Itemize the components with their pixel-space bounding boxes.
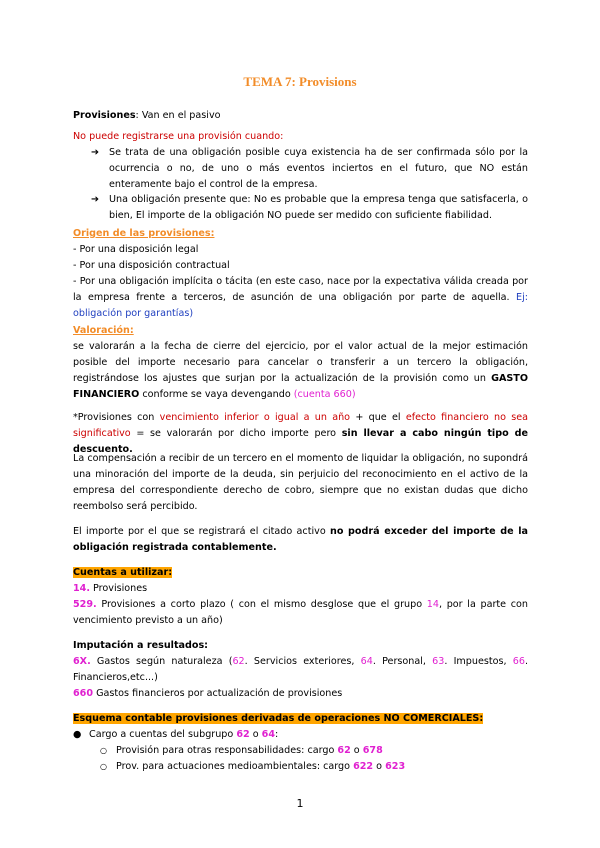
provisiones-label: Provisiones bbox=[73, 110, 136, 121]
importe-paragraph bbox=[73, 524, 528, 556]
esquema-bullet-text: Cargo a cuentas del subgrupo bbox=[89, 729, 237, 740]
page-title: TEMA 7: Provisions bbox=[243, 74, 357, 89]
valoracion-paragraph bbox=[73, 339, 528, 403]
esquema-sub-1-o: o bbox=[350, 745, 363, 756]
esquema-sub-1 bbox=[100, 743, 383, 759]
origen-line-2: - Por una disposición contractual bbox=[73, 260, 230, 271]
imputacion-660-line bbox=[73, 686, 528, 702]
provisiones-text: : Van en el pasivo bbox=[135, 110, 221, 121]
esquema-sub-1-b: 678 bbox=[362, 745, 383, 756]
imputacion-text-2: . Servicios exteriores, bbox=[244, 656, 361, 667]
cuenta-529-text-2: , por la parte con vencimiento previsto a un año) bbox=[73, 599, 528, 626]
cuenta-529-group: 14 bbox=[426, 599, 439, 610]
cuenta-14-text: Provisiones bbox=[90, 583, 148, 594]
esquema-colon: : bbox=[275, 729, 279, 740]
no-puede-bullet-2 bbox=[91, 192, 528, 224]
esquema-64: 64 bbox=[261, 729, 276, 740]
origen-line-3-text: - Por una obligación implícita o tácita (en este caso, nace por la expectativa válida creada por la empresa frente a terceros, de asunción de una obligación por parte de aquella. bbox=[73, 276, 528, 303]
imputacion-text-3: . Personal, bbox=[372, 656, 433, 667]
esquema-62: 62 bbox=[236, 729, 250, 740]
nota-p2: + que el bbox=[350, 412, 406, 423]
imputacion-6x-line bbox=[73, 654, 528, 686]
valoracion-text-1: se valorarán a la fecha de cierre del ejercicio, por el valor actual de la mejor estimación posible del importe necesario para cancelar o transferir a un tercero la obligación, registrándose los ajustes que surjan por la actualización de la provisión como un bbox=[73, 341, 528, 384]
esquema-sub-2-a: 622 bbox=[353, 761, 374, 772]
esquema-sub-1-text: Provisión para otras responsabilidades: cargo bbox=[116, 745, 338, 756]
imputacion-heading: Imputación a resultados: bbox=[73, 640, 209, 651]
esquema-heading bbox=[73, 711, 483, 727]
esquema-heading-text: Esquema contable provisiones derivadas de operaciones NO COMERCIALES: bbox=[73, 713, 484, 724]
compensacion-paragraph: La compensación a recibir de un tercero en el momento de liquidar la obligación, no supondrá una minoración del importe de la deuda, sin perjuicio del reconocimiento en el activo de la empresa del correspondiente derecho de cobro, siempre que no existan dudas que dicho reembolso será percibido. bbox=[73, 453, 528, 512]
cuenta-63: 63 bbox=[432, 656, 445, 667]
bullet-1-text: Se trata de una obligación posible cuya existencia ha de ser confirmada sólo por la ocurrencia o no, de uno o más eventos inciertos en el futuro, que NO están enteramente bajo el control de la empresa. bbox=[109, 147, 528, 190]
bullet-2-text: Una obligación presente que: No es probable que la empresa tenga que satisfacerla, o bien, El importe de la obligación NO puede ser medido con suficiente fiabilidad. bbox=[109, 194, 528, 221]
provisiones-line bbox=[73, 108, 528, 124]
nota-p1: *Provisiones con bbox=[73, 412, 160, 423]
nota-red-2: efecto financiero no sea significativo bbox=[73, 412, 528, 439]
valoracion-heading: Valoración: bbox=[73, 325, 134, 336]
importe-bold: no podrá exceder del importe de la obligación registrada contablemente. bbox=[73, 526, 529, 553]
esquema-bullet bbox=[73, 727, 278, 743]
esquema-sub-2-o: o bbox=[373, 761, 386, 772]
no-puede-bullet-1 bbox=[91, 145, 528, 193]
cuenta-660: (cuenta 660) bbox=[293, 389, 356, 400]
cuenta-6x: 6X. bbox=[73, 656, 91, 667]
cuenta-64: 64 bbox=[360, 656, 373, 667]
cuentas-heading bbox=[73, 565, 172, 581]
esquema-sub-2-text: Prov. para actuaciones medioambientales: cargo bbox=[116, 761, 354, 772]
gasto-financiero: GASTO FINANCIERO bbox=[73, 373, 528, 400]
imputacion-660-text: Gastos financieros por actualización de provisiones bbox=[93, 688, 343, 699]
cuenta-66: 66 bbox=[512, 656, 525, 667]
cuenta-529-text-1: Provisiones a corto plazo ( con el mismo desglose que el grupo bbox=[96, 599, 427, 610]
origen-example: Ej: obligación por garantías) bbox=[73, 292, 528, 319]
cuenta-14-number: 14. bbox=[73, 583, 90, 594]
cuenta-14-line bbox=[73, 581, 528, 597]
nota-p3: = se valorarán por dicho importe pero bbox=[130, 428, 342, 439]
cuentas-heading-text: Cuentas a utilizar: bbox=[73, 567, 173, 578]
nota-bold: sin llevar a cabo ningún tipo de descuento. bbox=[73, 428, 528, 455]
valoracion-text-2: conforme se vaya devengando bbox=[139, 389, 294, 400]
cuenta-529-number: 529. bbox=[73, 599, 97, 610]
esquema-sub-2 bbox=[100, 759, 405, 775]
esquema-o: o bbox=[249, 729, 262, 740]
nota-red-1: vencimiento inferior o igual a un año bbox=[159, 412, 351, 423]
bullet-dot-icon: ● bbox=[73, 729, 82, 740]
origen-heading: Origen de las provisiones: bbox=[73, 228, 215, 239]
imputacion-text-1: Gastos según naturaleza ( bbox=[90, 656, 233, 667]
arrow-icon: ➔ bbox=[91, 194, 100, 205]
origen-line-3 bbox=[73, 274, 528, 322]
origen-line-1: - Por una disposición legal bbox=[73, 244, 199, 255]
arrow-icon: ➔ bbox=[91, 147, 100, 158]
imputacion-text-4: . Impuestos, bbox=[444, 656, 513, 667]
cuenta-529-line bbox=[73, 597, 528, 629]
circle-bullet-icon: ○ bbox=[100, 762, 107, 771]
imputacion-text-5: . Financieros,etc...) bbox=[73, 656, 529, 683]
importe-text: El importe por el que se registrará el citado activo bbox=[73, 526, 331, 537]
esquema-sub-2-b: 623 bbox=[385, 761, 406, 772]
cuenta-62: 62 bbox=[232, 656, 245, 667]
circle-bullet-icon: ○ bbox=[100, 746, 107, 755]
page-number: 1 bbox=[296, 797, 304, 810]
no-puede-heading: No puede registrarse una provisión cuando: bbox=[73, 131, 284, 142]
cuenta-660-number: 660 bbox=[73, 688, 94, 699]
esquema-sub-1-a: 62 bbox=[337, 745, 351, 756]
